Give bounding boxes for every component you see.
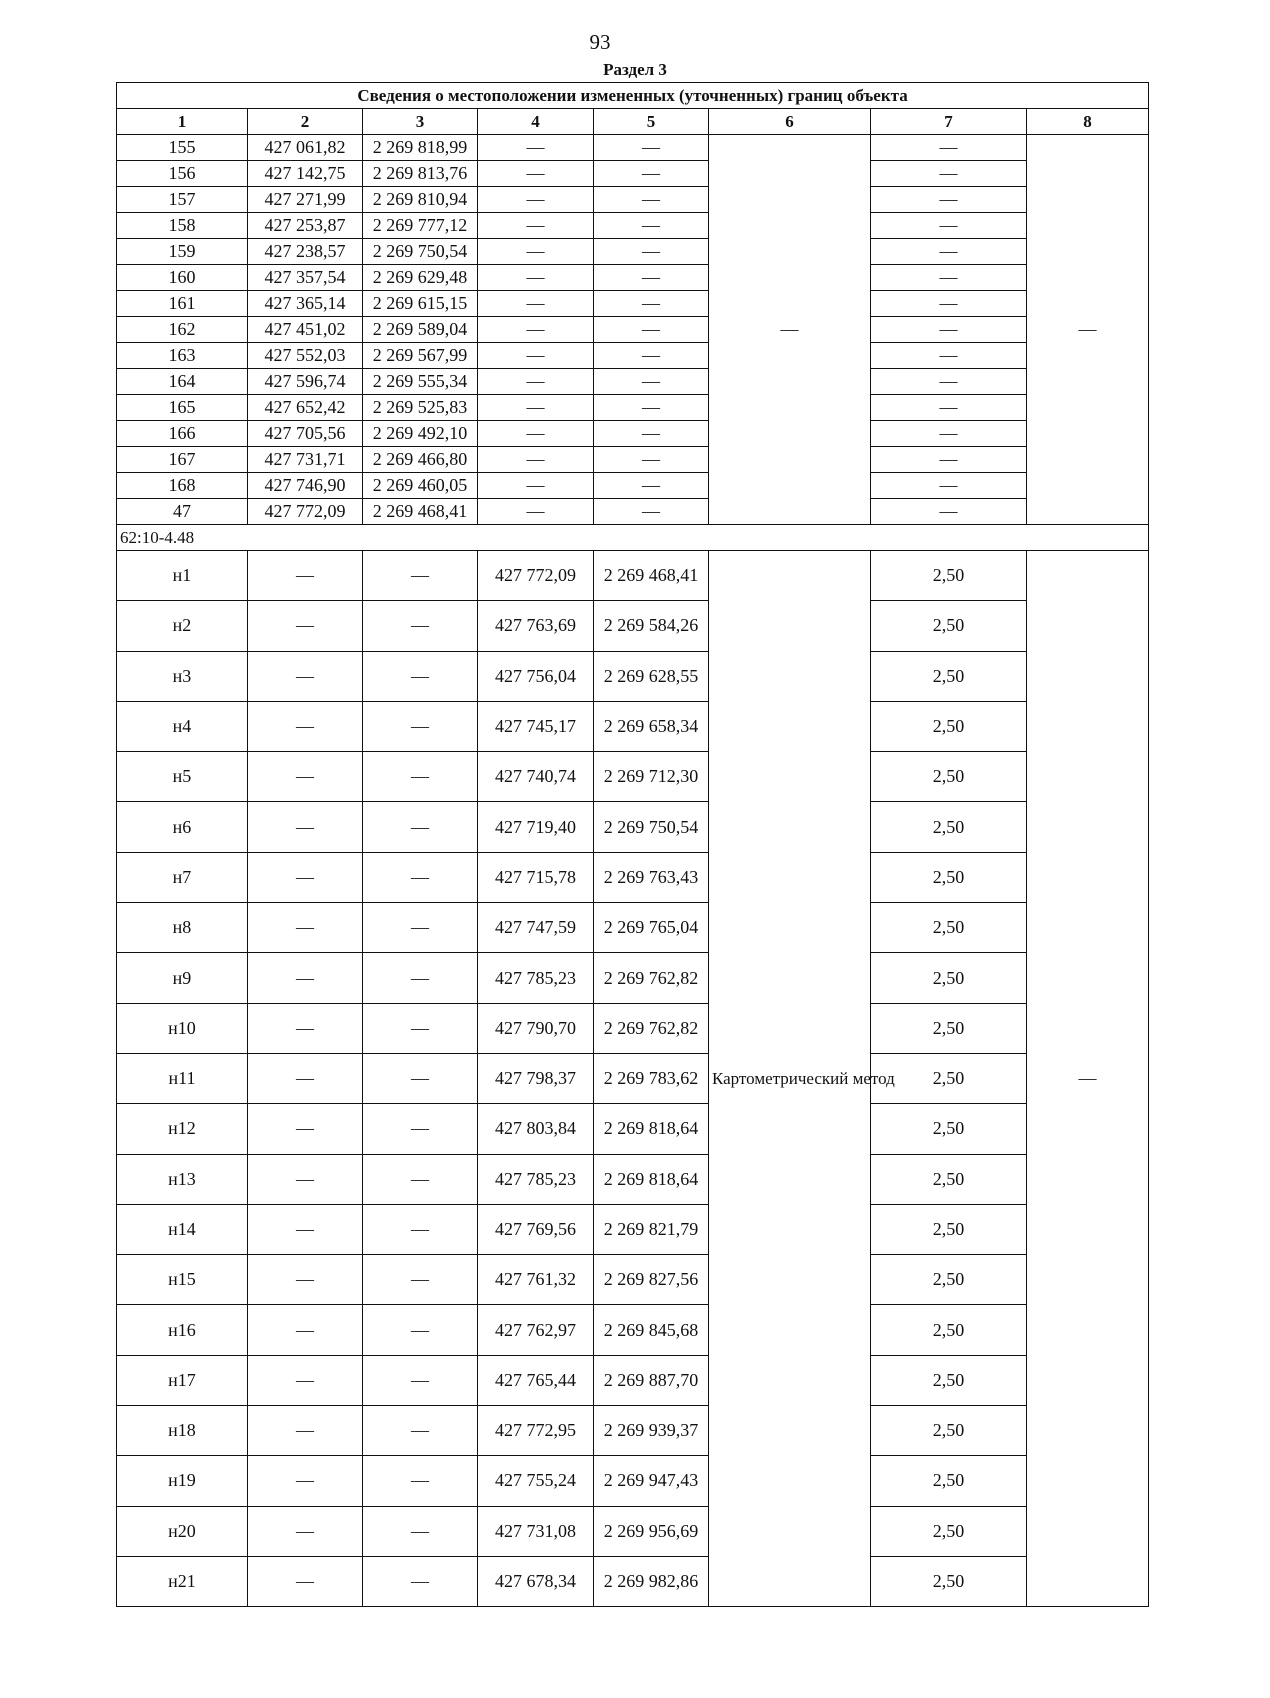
old-x-coordinate: — xyxy=(248,1053,363,1103)
old-x-coordinate: 427 061,82 xyxy=(248,135,363,161)
new-y-coordinate: 2 269 939,37 xyxy=(594,1406,709,1456)
new-y-coordinate: — xyxy=(594,161,709,187)
table-row xyxy=(117,1104,1149,1154)
old-x-coordinate: — xyxy=(248,1255,363,1305)
point-number: 160 xyxy=(117,265,248,291)
boundary-table xyxy=(116,82,1149,1607)
new-y-coordinate: — xyxy=(594,291,709,317)
new-y-coordinate: — xyxy=(594,265,709,291)
point-number: н13 xyxy=(117,1154,248,1204)
column-header-7: 7 xyxy=(871,109,1027,135)
table-row xyxy=(117,651,1149,701)
old-y-coordinate: — xyxy=(363,1556,478,1606)
point-number: н6 xyxy=(117,802,248,852)
new-y-coordinate: — xyxy=(594,135,709,161)
old-y-coordinate: 2 269 777,12 xyxy=(363,213,478,239)
old-x-coordinate: — xyxy=(248,1456,363,1506)
new-x-coordinate: — xyxy=(478,265,594,291)
old-y-coordinate: — xyxy=(363,1104,478,1154)
point-number: н5 xyxy=(117,752,248,802)
new-x-coordinate: 427 740,74 xyxy=(478,752,594,802)
accuracy-cell: — xyxy=(871,213,1027,239)
subsection-label: 62:10-4.48 xyxy=(117,525,1149,551)
new-y-coordinate: 2 269 765,04 xyxy=(594,903,709,953)
old-y-coordinate: — xyxy=(363,1456,478,1506)
old-x-coordinate: 427 705,56 xyxy=(248,421,363,447)
old-y-coordinate: 2 269 750,54 xyxy=(363,239,478,265)
header-row xyxy=(117,109,1149,135)
new-x-coordinate: — xyxy=(478,499,594,525)
accuracy-cell: 2,50 xyxy=(871,1355,1027,1405)
method-cell: — xyxy=(709,135,871,525)
old-x-coordinate: 427 142,75 xyxy=(248,161,363,187)
new-y-coordinate: 2 269 827,56 xyxy=(594,1255,709,1305)
new-y-coordinate: 2 269 658,34 xyxy=(594,701,709,751)
table-row xyxy=(117,343,1149,369)
point-number: н11 xyxy=(117,1053,248,1103)
old-y-coordinate: — xyxy=(363,1255,478,1305)
accuracy-cell: 2,50 xyxy=(871,651,1027,701)
old-x-coordinate: — xyxy=(248,1305,363,1355)
accuracy-cell: 2,50 xyxy=(871,551,1027,601)
point-number: 164 xyxy=(117,369,248,395)
table-row xyxy=(117,752,1149,802)
old-x-coordinate: 427 365,14 xyxy=(248,291,363,317)
table-row xyxy=(117,161,1149,187)
new-y-coordinate: 2 269 818,64 xyxy=(594,1154,709,1204)
new-y-coordinate: — xyxy=(594,447,709,473)
accuracy-cell: — xyxy=(871,135,1027,161)
point-number: н9 xyxy=(117,953,248,1003)
table-row xyxy=(117,852,1149,902)
old-y-coordinate: — xyxy=(363,701,478,751)
old-x-coordinate: — xyxy=(248,551,363,601)
table-row xyxy=(117,601,1149,651)
point-number: 155 xyxy=(117,135,248,161)
accuracy-cell: 2,50 xyxy=(871,1305,1027,1355)
new-x-coordinate: 427 678,34 xyxy=(478,1556,594,1606)
accuracy-cell: 2,50 xyxy=(871,1456,1027,1506)
old-y-coordinate: — xyxy=(363,953,478,1003)
new-x-coordinate: — xyxy=(478,317,594,343)
table-row xyxy=(117,1406,1149,1456)
point-number: н10 xyxy=(117,1003,248,1053)
accuracy-cell: 2,50 xyxy=(871,1003,1027,1053)
old-y-coordinate: — xyxy=(363,601,478,651)
new-y-coordinate: 2 269 584,26 xyxy=(594,601,709,651)
old-y-coordinate: 2 269 555,34 xyxy=(363,369,478,395)
table-row xyxy=(117,213,1149,239)
table-row xyxy=(117,903,1149,953)
accuracy-cell: 2,50 xyxy=(871,953,1027,1003)
table-row xyxy=(117,1154,1149,1204)
old-x-coordinate: — xyxy=(248,1003,363,1053)
old-y-coordinate: — xyxy=(363,852,478,902)
table-row xyxy=(117,499,1149,525)
old-x-coordinate: — xyxy=(248,1204,363,1254)
new-y-coordinate: — xyxy=(594,395,709,421)
new-x-coordinate: — xyxy=(478,291,594,317)
new-y-coordinate: — xyxy=(594,213,709,239)
old-y-coordinate: 2 269 818,99 xyxy=(363,135,478,161)
new-x-coordinate: — xyxy=(478,473,594,499)
old-y-coordinate: 2 269 615,15 xyxy=(363,291,478,317)
new-x-coordinate: 427 785,23 xyxy=(478,953,594,1003)
old-y-coordinate: — xyxy=(363,1154,478,1204)
old-y-coordinate: 2 269 629,48 xyxy=(363,265,478,291)
new-x-coordinate: — xyxy=(478,395,594,421)
new-x-coordinate: — xyxy=(478,369,594,395)
section-title: Раздел 3 xyxy=(603,60,667,79)
point-number: 157 xyxy=(117,187,248,213)
table-row xyxy=(117,1556,1149,1606)
new-x-coordinate: 427 756,04 xyxy=(478,651,594,701)
new-x-coordinate: 427 755,24 xyxy=(478,1456,594,1506)
new-y-coordinate: 2 269 821,79 xyxy=(594,1204,709,1254)
table-row xyxy=(117,239,1149,265)
point-number: н1 xyxy=(117,551,248,601)
new-y-coordinate: 2 269 468,41 xyxy=(594,551,709,601)
old-x-coordinate: — xyxy=(248,601,363,651)
point-number: 162 xyxy=(117,317,248,343)
new-x-coordinate: — xyxy=(478,421,594,447)
table-row xyxy=(117,369,1149,395)
old-x-coordinate: 427 652,42 xyxy=(248,395,363,421)
new-y-coordinate: 2 269 982,86 xyxy=(594,1556,709,1606)
new-x-coordinate: 427 798,37 xyxy=(478,1053,594,1103)
point-number: н19 xyxy=(117,1456,248,1506)
method-cell: Картометрический метод xyxy=(709,551,871,1607)
description-cell: — xyxy=(1027,135,1149,525)
table-row xyxy=(117,1053,1149,1103)
old-x-coordinate: — xyxy=(248,1104,363,1154)
old-y-coordinate: — xyxy=(363,551,478,601)
point-number: н18 xyxy=(117,1406,248,1456)
subsection-row xyxy=(117,525,1149,551)
point-number: 156 xyxy=(117,161,248,187)
old-y-coordinate: 2 269 468,41 xyxy=(363,499,478,525)
old-x-coordinate: 427 253,87 xyxy=(248,213,363,239)
new-x-coordinate: 427 731,08 xyxy=(478,1506,594,1556)
point-number: н20 xyxy=(117,1506,248,1556)
new-y-coordinate: 2 269 818,64 xyxy=(594,1104,709,1154)
old-y-coordinate: 2 269 810,94 xyxy=(363,187,478,213)
table-row xyxy=(117,291,1149,317)
old-y-coordinate: — xyxy=(363,903,478,953)
point-number: н8 xyxy=(117,903,248,953)
new-x-coordinate: — xyxy=(478,447,594,473)
new-y-coordinate: 2 269 947,43 xyxy=(594,1456,709,1506)
new-x-coordinate: 427 772,95 xyxy=(478,1406,594,1456)
old-y-coordinate: — xyxy=(363,1003,478,1053)
table-row xyxy=(117,701,1149,751)
new-x-coordinate: 427 747,59 xyxy=(478,903,594,953)
new-x-coordinate: 427 745,17 xyxy=(478,701,594,751)
new-x-coordinate: — xyxy=(478,135,594,161)
accuracy-cell: 2,50 xyxy=(871,752,1027,802)
new-x-coordinate: — xyxy=(478,343,594,369)
column-header-4: 4 xyxy=(478,109,594,135)
accuracy-cell: — xyxy=(871,421,1027,447)
new-y-coordinate: 2 269 763,43 xyxy=(594,852,709,902)
new-x-coordinate: 427 790,70 xyxy=(478,1003,594,1053)
accuracy-cell: 2,50 xyxy=(871,1104,1027,1154)
new-x-coordinate: 427 761,32 xyxy=(478,1255,594,1305)
table-row xyxy=(117,1305,1149,1355)
point-number: н21 xyxy=(117,1556,248,1606)
old-y-coordinate: — xyxy=(363,1506,478,1556)
old-y-coordinate: — xyxy=(363,651,478,701)
old-x-coordinate: 427 451,02 xyxy=(248,317,363,343)
accuracy-cell: 2,50 xyxy=(871,1053,1027,1103)
column-header-1: 1 xyxy=(117,109,248,135)
new-x-coordinate: 427 763,69 xyxy=(478,601,594,651)
old-y-coordinate: — xyxy=(363,802,478,852)
point-number: н17 xyxy=(117,1355,248,1405)
new-x-coordinate: 427 719,40 xyxy=(478,802,594,852)
new-y-coordinate: — xyxy=(594,343,709,369)
old-y-coordinate: — xyxy=(363,1305,478,1355)
point-number: н7 xyxy=(117,852,248,902)
old-x-coordinate: — xyxy=(248,1355,363,1405)
new-x-coordinate: 427 785,23 xyxy=(478,1154,594,1204)
old-x-coordinate: — xyxy=(248,752,363,802)
accuracy-cell: — xyxy=(871,291,1027,317)
new-y-coordinate: — xyxy=(594,317,709,343)
accuracy-cell: — xyxy=(871,187,1027,213)
table-row xyxy=(117,1255,1149,1305)
new-y-coordinate: 2 269 956,69 xyxy=(594,1506,709,1556)
table-row xyxy=(117,1355,1149,1405)
new-x-coordinate: 427 762,97 xyxy=(478,1305,594,1355)
old-y-coordinate: — xyxy=(363,1355,478,1405)
accuracy-cell: 2,50 xyxy=(871,1506,1027,1556)
old-y-coordinate: — xyxy=(363,1406,478,1456)
accuracy-cell: 2,50 xyxy=(871,852,1027,902)
new-x-coordinate: — xyxy=(478,161,594,187)
new-x-coordinate: — xyxy=(478,187,594,213)
point-number: н2 xyxy=(117,601,248,651)
point-number: 163 xyxy=(117,343,248,369)
old-x-coordinate: 427 772,09 xyxy=(248,499,363,525)
column-header-2: 2 xyxy=(248,109,363,135)
old-y-coordinate: — xyxy=(363,1204,478,1254)
point-number: н3 xyxy=(117,651,248,701)
accuracy-cell: 2,50 xyxy=(871,1154,1027,1204)
old-y-coordinate: 2 269 492,10 xyxy=(363,421,478,447)
accuracy-cell: 2,50 xyxy=(871,802,1027,852)
accuracy-cell: 2,50 xyxy=(871,1556,1027,1606)
accuracy-cell: — xyxy=(871,265,1027,291)
new-y-coordinate: — xyxy=(594,421,709,447)
old-x-coordinate: 427 731,71 xyxy=(248,447,363,473)
old-y-coordinate: 2 269 525,83 xyxy=(363,395,478,421)
point-number: н4 xyxy=(117,701,248,751)
accuracy-cell: — xyxy=(871,473,1027,499)
column-header-6: 6 xyxy=(709,109,871,135)
old-x-coordinate: — xyxy=(248,1556,363,1606)
old-x-coordinate: 427 271,99 xyxy=(248,187,363,213)
old-x-coordinate: — xyxy=(248,651,363,701)
accuracy-cell: 2,50 xyxy=(871,1255,1027,1305)
new-y-coordinate: 2 269 762,82 xyxy=(594,1003,709,1053)
table-row xyxy=(117,317,1149,343)
accuracy-cell: — xyxy=(871,239,1027,265)
accuracy-cell: — xyxy=(871,161,1027,187)
accuracy-cell: 2,50 xyxy=(871,1406,1027,1456)
old-y-coordinate: 2 269 460,05 xyxy=(363,473,478,499)
table-row xyxy=(117,1003,1149,1053)
table-title: Сведения о местоположении измененных (уточненных) границ объекта xyxy=(117,83,1149,109)
table-row xyxy=(117,421,1149,447)
point-number: н12 xyxy=(117,1104,248,1154)
old-x-coordinate: — xyxy=(248,1406,363,1456)
new-y-coordinate: 2 269 762,82 xyxy=(594,953,709,1003)
new-y-coordinate: 2 269 887,70 xyxy=(594,1355,709,1405)
new-x-coordinate: 427 765,44 xyxy=(478,1355,594,1405)
new-x-coordinate: 427 715,78 xyxy=(478,852,594,902)
new-y-coordinate: 2 269 628,55 xyxy=(594,651,709,701)
new-y-coordinate: — xyxy=(594,187,709,213)
old-x-coordinate: — xyxy=(248,852,363,902)
point-number: 165 xyxy=(117,395,248,421)
table-row xyxy=(117,187,1149,213)
point-number: 167 xyxy=(117,447,248,473)
table-row xyxy=(117,395,1149,421)
old-y-coordinate: 2 269 813,76 xyxy=(363,161,478,187)
point-number: 47 xyxy=(117,499,248,525)
table-row xyxy=(117,473,1149,499)
accuracy-cell: 2,50 xyxy=(871,1204,1027,1254)
table-row xyxy=(117,265,1149,291)
old-x-coordinate: 427 357,54 xyxy=(248,265,363,291)
new-y-coordinate: 2 269 783,62 xyxy=(594,1053,709,1103)
accuracy-cell: — xyxy=(871,395,1027,421)
column-header-3: 3 xyxy=(363,109,478,135)
old-x-coordinate: 427 238,57 xyxy=(248,239,363,265)
new-y-coordinate: 2 269 712,30 xyxy=(594,752,709,802)
new-x-coordinate: — xyxy=(478,239,594,265)
old-x-coordinate: — xyxy=(248,701,363,751)
point-number: 168 xyxy=(117,473,248,499)
old-x-coordinate: — xyxy=(248,953,363,1003)
table-row xyxy=(117,802,1149,852)
old-x-coordinate: — xyxy=(248,802,363,852)
new-y-coordinate: — xyxy=(594,369,709,395)
point-number: н16 xyxy=(117,1305,248,1355)
new-y-coordinate: 2 269 750,54 xyxy=(594,802,709,852)
accuracy-cell: — xyxy=(871,499,1027,525)
old-x-coordinate: 427 596,74 xyxy=(248,369,363,395)
accuracy-cell: — xyxy=(871,317,1027,343)
point-number: 158 xyxy=(117,213,248,239)
old-x-coordinate: — xyxy=(248,903,363,953)
new-y-coordinate: — xyxy=(594,499,709,525)
page-number: 93 xyxy=(589,30,611,54)
table-row xyxy=(117,1506,1149,1556)
accuracy-cell: — xyxy=(871,343,1027,369)
new-y-coordinate: — xyxy=(594,473,709,499)
old-y-coordinate: 2 269 466,80 xyxy=(363,447,478,473)
new-x-coordinate: 427 772,09 xyxy=(478,551,594,601)
old-y-coordinate: — xyxy=(363,1053,478,1103)
point-number: н15 xyxy=(117,1255,248,1305)
accuracy-cell: — xyxy=(871,447,1027,473)
new-y-coordinate: — xyxy=(594,239,709,265)
table-row xyxy=(117,447,1149,473)
old-y-coordinate: 2 269 567,99 xyxy=(363,343,478,369)
new-x-coordinate: — xyxy=(478,213,594,239)
accuracy-cell: — xyxy=(871,369,1027,395)
point-number: 161 xyxy=(117,291,248,317)
old-y-coordinate: — xyxy=(363,752,478,802)
point-number: н14 xyxy=(117,1204,248,1254)
accuracy-cell: 2,50 xyxy=(871,601,1027,651)
new-y-coordinate: 2 269 845,68 xyxy=(594,1305,709,1355)
accuracy-cell: 2,50 xyxy=(871,903,1027,953)
old-x-coordinate: — xyxy=(248,1506,363,1556)
table-row xyxy=(117,953,1149,1003)
new-x-coordinate: 427 803,84 xyxy=(478,1104,594,1154)
table-row xyxy=(117,135,1149,161)
accuracy-cell: 2,50 xyxy=(871,701,1027,751)
point-number: 159 xyxy=(117,239,248,265)
table-row xyxy=(117,551,1149,601)
point-number: 166 xyxy=(117,421,248,447)
column-header-8: 8 xyxy=(1027,109,1149,135)
old-x-coordinate: — xyxy=(248,1154,363,1204)
column-header-5: 5 xyxy=(594,109,709,135)
old-x-coordinate: 427 746,90 xyxy=(248,473,363,499)
old-y-coordinate: 2 269 589,04 xyxy=(363,317,478,343)
new-x-coordinate: 427 769,56 xyxy=(478,1204,594,1254)
description-cell: — xyxy=(1027,551,1149,1607)
table-row xyxy=(117,1456,1149,1506)
table-row xyxy=(117,1204,1149,1254)
old-x-coordinate: 427 552,03 xyxy=(248,343,363,369)
